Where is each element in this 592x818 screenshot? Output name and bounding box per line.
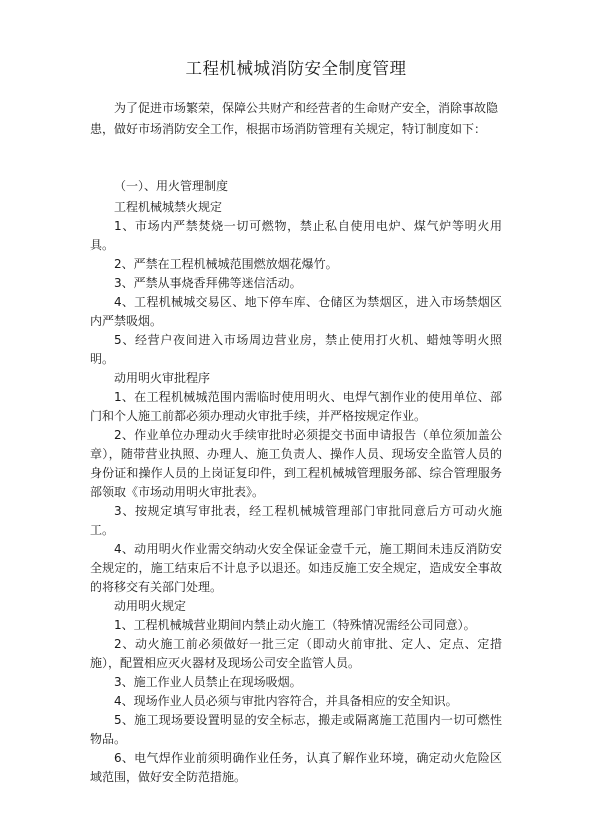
group-heading-fire-rules: 动用明火规定: [114, 599, 187, 613]
list-item: 5、施工现场要设置明显的安全标志，搬走或隔离施工范围内一切可燃性物品。: [90, 713, 502, 746]
list-item: 1、工程机械城营业期间内禁止动火施工（特殊情况需经公司同意）。: [114, 618, 476, 632]
list-item: 1、在工程机械城范围内需临时使用明火、电焊气割作业的使用单位、部门和个人施工前都必须办理动火审批手续，并严格按规定作业。: [90, 390, 502, 423]
list-item: 4、现场作业人员必须与审批内容符合，并具备相应的安全知识。: [114, 694, 458, 708]
list-item: 4、工程机械城交易区、地下停车库、仓储区为禁烟区，进入市场禁烟区内严禁吸烟。: [90, 295, 502, 328]
list-item: 4、动用明火作业需交纳动火安全保证金壹千元，施工期间未违反消防安全规定的，施工结束后不计息予以退还。如违反施工安全规定，造成安全事故的将移交有关部门处理。: [90, 542, 502, 594]
section-heading: （一）、用火管理制度: [114, 179, 229, 193]
intro-paragraph: [90, 98, 500, 140]
document-title: 工程机械城消防安全制度管理: [185, 59, 407, 78]
list-item: 1、市场内严禁焚烧一切可燃物，禁止私自使用电炉、煤气炉等明火用具。: [90, 219, 502, 252]
list-item: 2、作业单位办理动火手续审批时必须提交书面申请报告（单位须加盖公章），随带营业执照、办理人、施工负责人、操作人员、现场安全监管人员的身份证和操作人员的上岗证复印件，到工程机械城管理服务部、综合管理服务部领取《市场动用明火审批表》。: [90, 428, 502, 499]
document-body: [90, 177, 502, 787]
list-item: 3、按规定填写审批表，经工程机械城管理部门审批同意后方可动火施工。: [90, 504, 502, 537]
group-heading-fire-ban: 工程机械城禁火规定: [114, 200, 223, 214]
list-item: 3、严禁从事烧香拜佛等迷信活动。: [114, 276, 302, 290]
list-item: 2、动火施工前必须做好一批三定（即动火前审批、定人、定点、定措施），配置相应灭火器材及现场公司安全监管人员。: [90, 637, 502, 670]
list-item: 2、严禁在工程机械城范围燃放烟花爆竹。: [114, 257, 338, 271]
group-heading-approval: 动用明火审批程序: [114, 371, 211, 385]
list-item: 5、经营户夜间进入市场周边营业房，禁止使用打火机、蜡烛等明火照明。: [90, 333, 502, 366]
intro-text: 为了促进市场繁荣，保障公共财产和经营者的生命财产安全，消除事故隐患，做好市场消防安全工作，根据市场消防管理有关规定，特订制度如下：: [90, 101, 499, 136]
list-item: 6、电气焊作业前须明确作业任务，认真了解作业环境，确定动火危险区域范围，做好安全防范措施。: [90, 751, 502, 784]
list-item: 3、施工作业人员禁止在现场吸烟。: [114, 675, 302, 689]
